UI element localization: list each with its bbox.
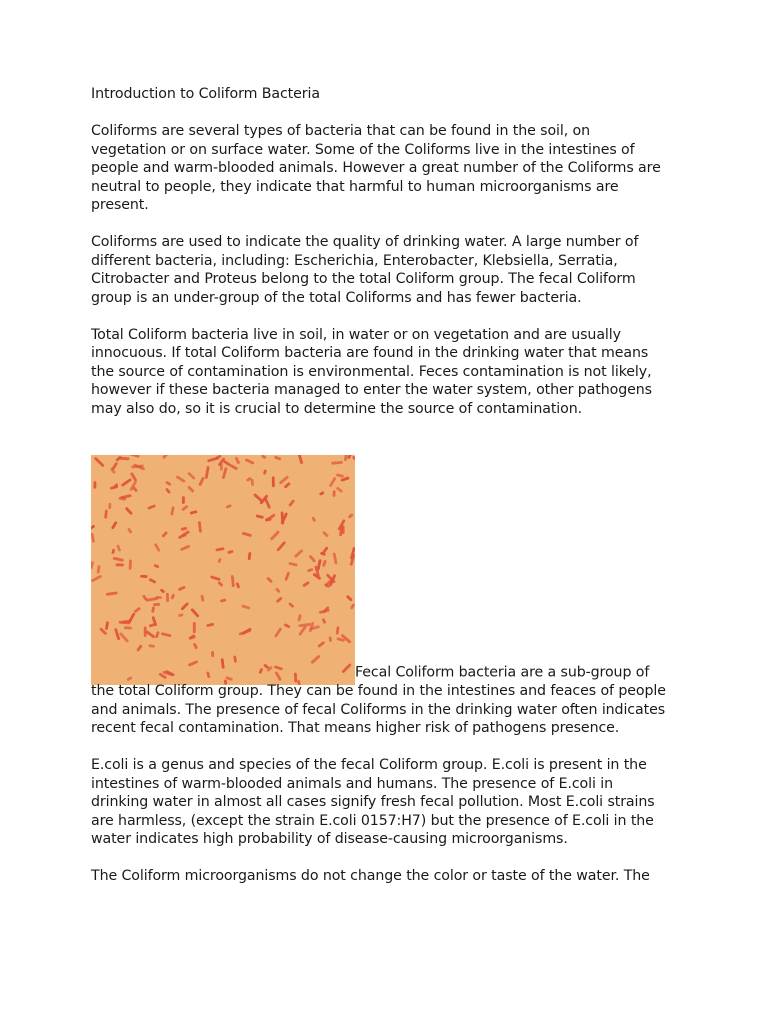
bacterium-rod [333,490,336,497]
figure-paragraph-line [91,455,681,682]
figure-block [91,455,681,738]
figure-paragraph-first-line: Fecal Coliform bacteria are a sub-group of [355,664,650,681]
paragraph-color-taste: The Coliform microorganisms do not change the color or taste of the water. The [91,868,650,884]
paragraph-fecal-coliform: the total Coliform group. They can be found in the intestines and feaces of people and animals. The presence of fecal Coliforms in the drinking water often indicates recent fecal contamination. That means higher risk of pathogens presence. [91,683,666,736]
paragraph-total-coliform: Total Coliform bacteria live in soil, in water or on vegetation and are usually innocuous. If total Coliform bacteria are found in the drinking water that means the source of contamination is environmental. Feces contamination is not likely, however if these bacteria managed to enter the water system, other pathogens may also do, so it is crucial to determine the source of contamination. [91,326,652,417]
bacterium-rod [182,496,185,504]
bacterium-rod [140,575,148,578]
bacterium-rod [93,481,96,489]
bacterium-rod [144,627,147,637]
paragraph-coliforms-intro: Coliforms are several types of bacteria that can be found in the soil, on vegetation or on surface water. Some of the Coliforms live in the intestines of people and warm-blooded animals. However a great number of the Coliforms are neutral to people, they indicate that harmful to human microorganisms are present. [91,123,661,213]
document-title: Introduction to Coliform Bacteria [91,86,320,102]
bacterium-rod [211,651,214,657]
bacterium-rod [272,476,275,487]
bacterium-rod [193,622,196,633]
bacterium-rod [153,603,160,606]
document-page [91,85,681,904]
bacteria-micrograph-image [91,455,355,685]
bacterium-rod [166,593,169,602]
bacterium-rod [124,626,132,629]
bacterium-rod [129,559,132,569]
bacterium-rod [116,563,124,566]
paragraph-ecoli: E.coli is a genus and species of the fecal Coliform group. E.coli is present in the intestines of warm-blooded animals and humans. The presence of E.coli in drinking water in almost all cases signify fresh fecal pollution. Most E.coli strains are harmless, (except the strain E.coli 0157:H7) but the presence of E.coli in the water indicates high probability of disease-causing microorganisms. [91,757,655,847]
paragraph-drinking-water-quality: Coliforms are used to indicate the quality of drinking water. A large number of different bacteria, including: Escherichia, Enterobacter, Klebsiella, Serratia, Citrobacter and Proteus belong to the total Coliform group. The fecal Coliform group is an under-group of the total Coliforms and has fewer bacteria. [91,234,639,306]
bacterium-rod [108,503,111,509]
